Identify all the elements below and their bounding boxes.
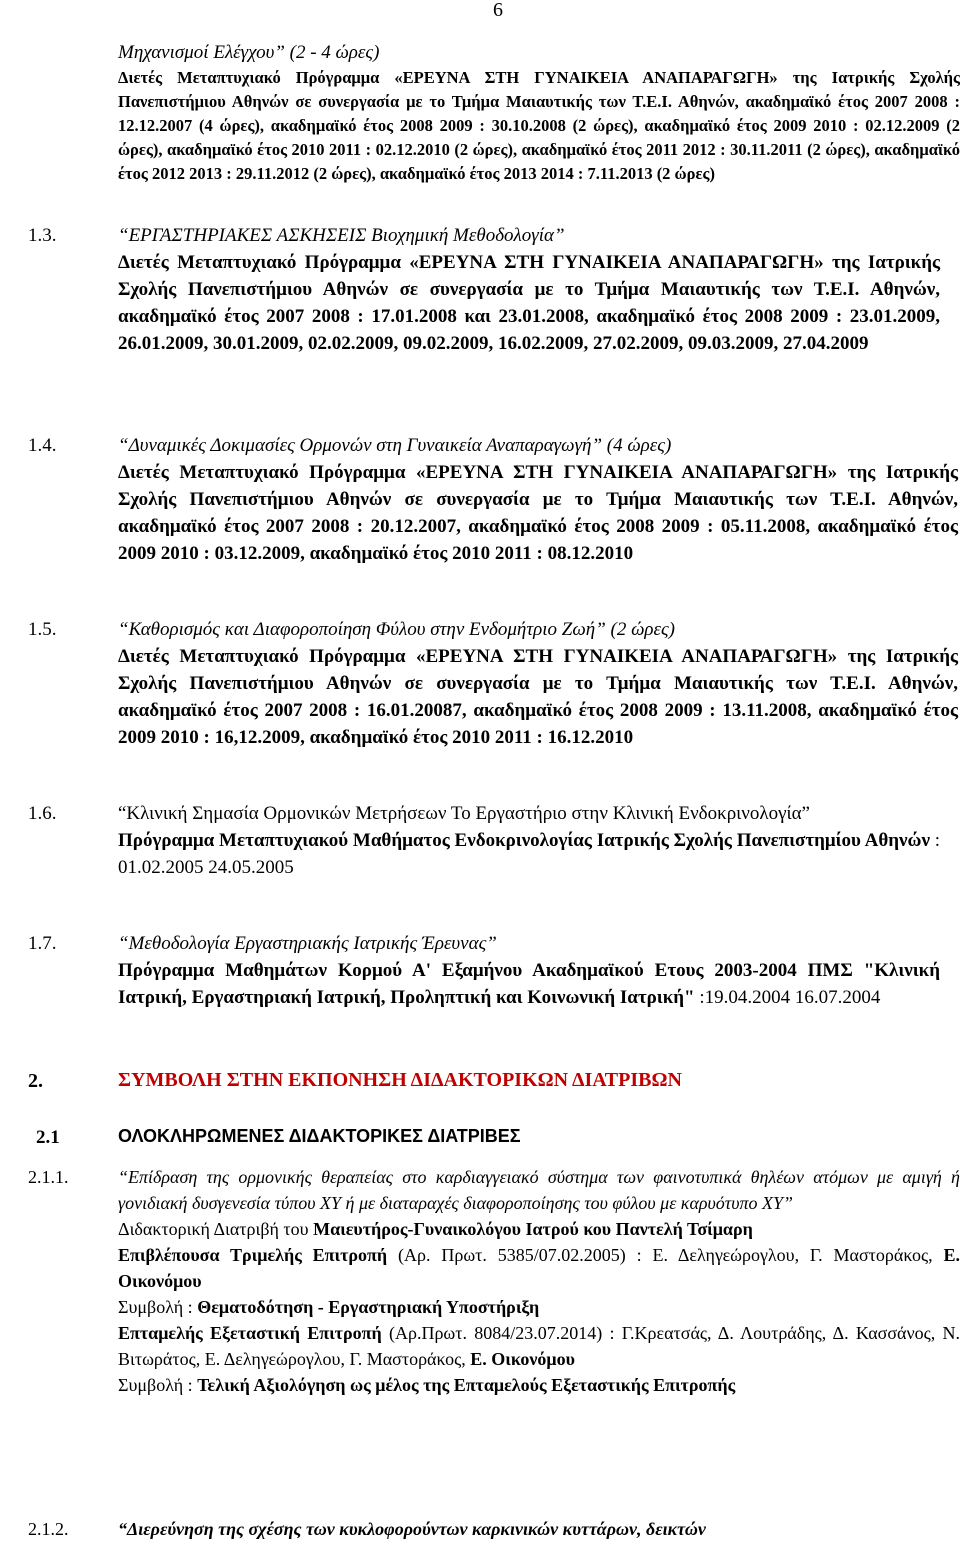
committee-label: Επιβλέπουσα Τριμελής Επιτροπή	[118, 1245, 388, 1265]
item-content	[118, 930, 940, 1011]
item-number: 1.4.	[28, 435, 57, 456]
contribution-label: Συμβολή :	[118, 1297, 198, 1317]
thesis-entry	[118, 1516, 960, 1542]
intro-block	[118, 40, 960, 186]
item-program: Διετές Μεταπτυχιακό Πρόγραμμα «ΕΡΕΥΝΑ ΣΤΗ ΓΥΝΑΙΚΕΙΑ ΑΝΑΠΑΡΑΓΩΓΗ» της Ιατρικής Σχολής Πανεπιστήμιου Αθηνών σε συνεργασία με το Τμήμα Μαιαυτικής των Τ.Ε.Ι. Αθηνών, ακαδημαϊκό έτος 2007 2008 : 17.01.2008 και 23.01.2008, ακαδημαϊκό έτος 2008 2009 : 23.01.2009, 26.01.2009, 30.01.2009, 02.02.2009, 09.02.2009, 16.02.2009, 27.02.2009, 09.03.2009, 27.04.2009	[118, 252, 940, 354]
item-title: “Μεθοδολογία Εργαστηριακής Ιατρικής Έρευνας”	[118, 933, 497, 954]
item-title: “Κλινική Σημασία Ορμονικών Μετρήσεων Το Εργαστήριο στην Κλινική Ενδοκρινολογία”	[118, 803, 810, 824]
exam-committee-label: Επταμελής Εξεταστική Επιτροπή	[118, 1323, 382, 1343]
thesis-number: 2.1.2.	[28, 1519, 69, 1539]
subsection-title: ΟΛΟΚΛΗΡΩΜΕΝΕΣ ΔΙΔΑΚΤΟΡΙΚΕΣ ΔΙΑΤΡΙΒΕΣ	[118, 1126, 521, 1146]
item-number: 1.5.	[28, 619, 57, 640]
item-content	[118, 800, 940, 881]
item-content	[118, 432, 958, 567]
contribution-value: Θεματοδότηση - Εργαστηριακή Υποστήριξη	[197, 1297, 540, 1317]
item-dates: :19.04.2004 16.07.2004	[694, 987, 881, 1008]
section-title: ΣΥΜΒΟΛΗ ΣΤΗΝ ΕΚΠΟΝΗΣΗ ΔΙΔΑΚΤΟΡΙΚΩΝ ΔΙΑΤΡΙΒΩΝ	[118, 1069, 682, 1091]
thesis-entry	[118, 1164, 960, 1398]
item-program: Πρόγραμμα Μεταπτυχιακού Μαθήματος Ενδοκρινολογίας Ιατρικής Σχολής Πανεπιστημίου Αθηνών	[118, 830, 930, 851]
intro-program: Διετές Μεταπτυχιακό Πρόγραμμα «ΕΡΕΥΝΑ ΣΤΗ ΓΥΝΑΙΚΕΙΑ ΑΝΑΠΑΡΑΓΩΓΗ» της Ιατρικής Σχολής Πανεπιστήμιου Αθηνών σε συνεργασία με το Τμήμα Μαιαυτικής των Τ.Ε.Ι. Αθηνών, ακαδημαϊκό έτος 2007 2008 : 12.12.2007 (4 ώρες), ακαδημαϊκό έτος 2008 2009 : 30.10.2008 (2 ώρες), ακαδημαϊκό έτος 2009 2010 : 02.12.2009 (2 ώρες), ακαδημαϊκό έτος 2010 2011 : 02.12.2010 (2 ώρες), ακαδημαϊκό έτος 2011 2012 : 30.11.2011 (2 ώρες), ακαδημαϊκό έτος 2012 2013 : 29.11.2012 (2 ώρες), ακαδημαϊκό έτος 2013 2014 : 7.11.2013 (2 ώρες)	[118, 68, 960, 183]
thesis-title: “Επίδραση της ορμονικής θεραπείας στο καρδιαγγειακό σύστημα των φαινοτυπικά θηλέων ατόμων με αμιγή ή γονιδιακή δυσγενεσία τύπου ΧΥ ή με διαταραχές διαφοροποίησης του φύλου με καρυότυπο ΧΥ”	[118, 1167, 960, 1213]
item-content	[118, 222, 940, 357]
committee-text: (Αρ. Πρωτ. 5385/07.02.2005) : Ε. Δεληγεώρογλου, Γ. Μαστοράκος,	[387, 1245, 944, 1265]
thesis-number: 2.1.1.	[28, 1167, 69, 1187]
item-number: 1.3.	[28, 225, 57, 246]
item-title: “Δυναμικές Δοκιμασίες Ορμονών στη Γυναικεία Αναπαραγωγή” (4 ώρες)	[118, 435, 672, 456]
item-title: “ΕΡΓΑΣΤΗΡΙΑΚΕΣ ΑΣΚΗΣΕΙΣ Βιοχημική Μεθοδολογία”	[118, 225, 565, 246]
intro-title: Μηχανισμοί Ελέγχου” (2 - 4 ώρες)	[118, 42, 380, 63]
contribution-value: Τελική Αξιολόγηση ως μέλος της Επταμελούς Εξεταστικής Επιτροπής	[197, 1375, 736, 1395]
item-content	[118, 616, 958, 751]
item-program: Πρόγραμμα Μαθημάτων Κορμού Α' Εξαμήνου Ακαδημαϊκού Ετους 2003-2004 ΠΜΣ "Κλινική Ιατρική, Εργαστηριακή Ιατρική, Προληπτική και Κοινωνική Ιατρική"	[118, 960, 940, 1008]
item-program: Διετές Μεταπτυχιακό Πρόγραμμα «ΕΡΕΥΝΑ ΣΤΗ ΓΥΝΑΙΚΕΙΑ ΑΝΑΠΑΡΑΓΩΓΗ» της Ιατρικής Σχολής Πανεπιστήμιου Αθηνών σε συνεργασία με το Τμήμα Μαιαυτικής των Τ.Ε.Ι. Αθηνών, ακαδημαϊκό έτος 2007 2008 : 20.12.2007, ακαδημαϊκό έτος 2008 2009 : 05.11.2008, ακαδημαϊκό έτος 2009 2010 : 03.12.2009, ακαδημαϊκό έτος 2010 2011 : 08.12.2010	[118, 462, 958, 564]
item-number: 1.7.	[28, 933, 57, 954]
item-program: Διετές Μεταπτυχιακό Πρόγραμμα «ΕΡΕΥΝΑ ΣΤΗ ΓΥΝΑΙΚΕΙΑ ΑΝΑΠΑΡΑΓΩΓΗ» της Ιατρικής Σχολής Πανεπιστήμιου Αθηνών σε συνεργασία με το Τμήμα Μαιαυτικής των Τ.Ε.Ι. Αθηνών, ακαδημαϊκό έτος 2007 2008 : 16.01.20087, ακαδημαϊκό έτος 2008 2009 : 13.11.2008, ακαδημαϊκό έτος 2009 2010 : 16,12.2009, ακαδημαϊκό έτος 2010 2011 : 16.12.2010	[118, 646, 958, 748]
item-title: “Καθορισμός και Διαφοροποίηση Φύλου στην Ενδομήτριο Ζωή” (2 ώρες)	[118, 619, 675, 640]
exam-committee-last: Ε. Οικονόμου	[470, 1349, 575, 1369]
subsection-number: 2.1	[36, 1127, 60, 1148]
section-number: 2.	[28, 1070, 43, 1092]
exam-committee-text: (Αρ.Πρωτ. 8084/23.07.2014) : Γ.Κρεατσάς, Δ. Λουτράδης, Δ. Κασσάνος, Ν. Βιτωράτος, Ε. Δεληγεώρογλου, Γ. Μαστοράκος,	[118, 1323, 960, 1369]
thesis-prefix: Διδακτορική Διατριβή του	[118, 1219, 314, 1239]
page-number: 6	[493, 0, 503, 21]
thesis-title: “Διερεύνηση της σχέσης των κυκλοφορούντων καρκινικών κυττάρων, δεικτών	[118, 1519, 706, 1539]
thesis-person: Μαιευτήρος-Γυναικολόγου Ιατρού κου Παντελή Τσίμαρη	[313, 1219, 753, 1239]
committee-last: Ε. Οικονόμου	[118, 1245, 960, 1291]
item-dates: : 01.02.2005 24.05.2005	[118, 830, 940, 878]
contribution-label: Συμβολή :	[118, 1375, 198, 1395]
item-number: 1.6.	[28, 803, 57, 824]
